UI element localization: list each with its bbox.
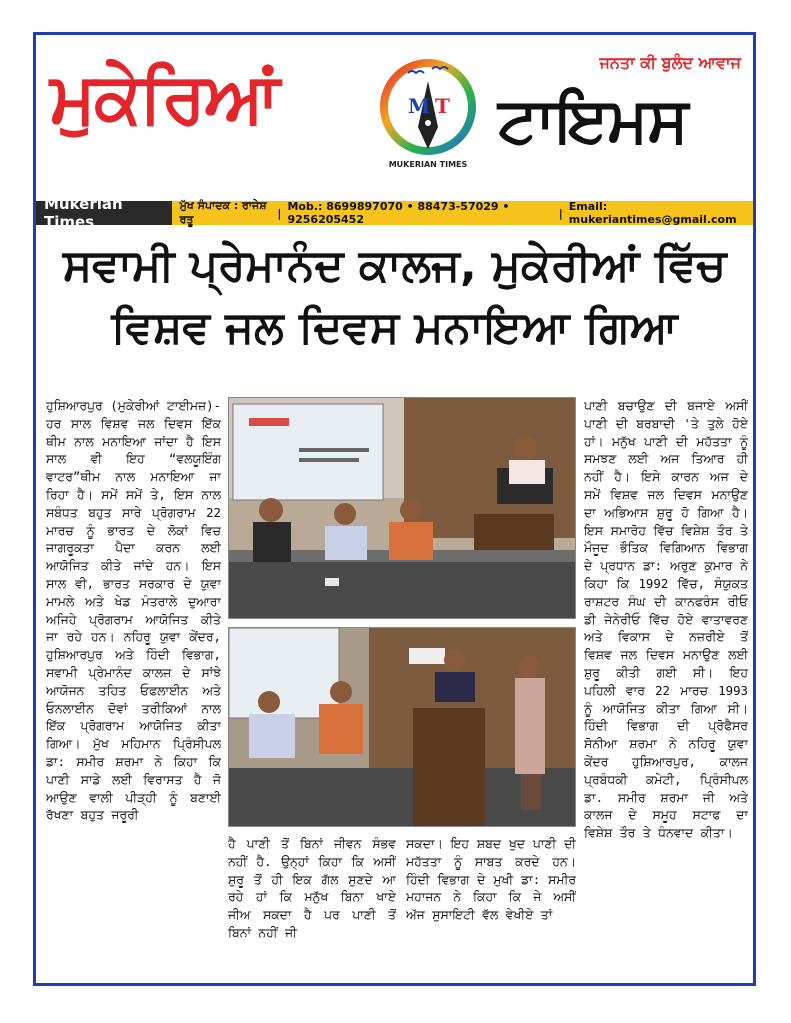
article-column-1: ਹੁਸ਼ਿਆਰਪੁਰ (ਮੁਕੇਰੀਆਂ ਟਾਈਮਜ਼)- ਹਰ ਸਾਲ ਵਿਸ਼ਵ ਜਲ ਦਿਵਸ ਇੱਕ ਥੀਮ ਨਾਲ ਮਨਾਇਆ ਜਾਂਦਾ ਹੈ ਇਸ ਸਾਲ ਵੀ ਇਹ “ਵਲਯੂਇੰਗ ਵਾਟਰ”ਥੀਮ ਨਾਲ ਮਨਾਇਆ ਜਾ ਰਿਹਾ ਹੈ। ਸਮੇਂ ਸਮੇਂ ਤੇ, ਇਸ ਨਾਲ ਸਬੰਧਤ ਬਹੁਤ ਸਾਰੇ ਪ੍ਰੋਗਰਾਮ 22 ਮਾਰਚ ਨੂੰ ਭਾਰਤ ਦੇ ਲੋਕਾਂ ਵਿਚ ਜਾਗਰੂਕਤਾ ਪੈਦਾ ਕਰਨ ਲਈ ਆਯੋਜਿਤ ਕੀਤੇ ਜਾਂਦੇ ਹਨ। ਇਸ ਸਾਲ ਵੀ, ਭਾਰਤ ਸਰਕਾਰ ਦੇ ਯੁਵਾ ਮਾਮਲੇ ਅਤੇ ਖੇਡ ਮੰਤਰਾਲੇ ਦੁਆਰਾ ਅਜਿਹੇ ਪ੍ਰੋਗਰਾਮ ਆਯੋਜਿਤ ਕੀਤੇ ਜਾ ਰਹੇ ਹਨ। ਨਹਿਰੂ ਯੁਵਾ ਕੇਂਦਰ, ਹੁਸ਼ਿਆਰਪੁਰ ਅਤੇ ਹਿੰਦੀ ਵਿਭਾਗ, ਸਵਾਮੀ ਪ੍ਰੇਮਾਨੰਦ ਕਾਲਜ ਦੇ ਸਾਂਝੇ ਆਯੋਜਨ ਤਹਿਤ ਓਫਲਾਈਨ ਅਤੇ ਓਨਲਾਈਨ ਦੋਵਾਂ ਤਰੀਕਿਆਂ ਨਾਲ ਇੱਕ ਪ੍ਰੋਗਰਾਮ ਆਯੋਜਿਤ ਕੀਤਾ ਗਿਆ। ਮੁੱਖ ਮਹਿਮਾਨ ਪ੍ਰਿੰਸੀਪਲ ਡਾ: ਸਮੀਰ ਸ਼ਰਮਾ ਨੇ ਕਿਹਾ ਕਿ ਪਾਣੀ ਸਾਡੇ ਲਈ ਵਿਰਾਸਤ ਹੈ ਜੋ ਆਉਣ ਵਾਲੀ ਪੀੜ੍ਹੀ ਨੂੰ ਬਣਾਈ ਰੱਖਣਾ ਬਹੁਤ ਜਰੂਰੀ <box>46 398 221 823</box>
newspaper-page <box>33 32 756 986</box>
article-column-2: ਹੈ ਪਾਣੀ ਤੋਂ ਬਿਨਾਂ ਜੀਵਨ ਸੰਭਵ ਨਹੀਂ ਹੈ. ਉਨ੍ਹਾਂ ਕਿਹਾ ਕਿ ਅਸੀਂ ਸ਼ੁਰੂ ਤੋਂ ਹੀ ਇਕ ਗੱਲ ਸੁਣਦੇ ਆ ਰਹੇ ਹਾਂ ਕਿ ਮਨੁੱਖ ਬਿਨਾ ਖਾਏ ਜੀਅ ਸਕਦਾ ਹੈ ਪਰ ਪਾਣੀ ਤੋਂ ਬਿਨਾਂ ਨਹੀਂ ਜੀ <box>228 836 396 940</box>
headline-line-1: ਸਵਾਮੀ ਪ੍ਰੇਮਾਨੰਦ ਕਾਲਜ, ਮੁਕੇਰੀਆਂ ਵਿੱਚ <box>62 240 727 291</box>
logo-caption: MUKERIAN TIMES <box>388 160 468 169</box>
event-photo-2 <box>228 627 576 827</box>
editor-name: ਮੁੱਖ ਸੰਪਾਦਕ : ਰਾਜੇਸ਼ ਰਤੂ <box>179 199 267 226</box>
masthead-title-right: ਟਾਇਮਸ <box>498 83 688 156</box>
newspaper-logo <box>378 57 478 173</box>
article-headline <box>36 235 753 359</box>
article-column-3: ਸਕਦਾ। ਇਹ ਸ਼ਬਦ ਖੁਦ ਪਾਣੀ ਦੀ ਮਹੱਤਤਾ ਨੂੰ ਸਾਬਤ ਕਰਦੇ ਹਨ। ਹਿੰਦੀ ਵਿਭਾਗ ਦੇ ਮੁਖੀ ਡਾ: ਸਮੀਰ ਮਹਾਜਨ ਨੇ ਕਿਹਾ ਕਿ ਜੇ ਅਸੀਂ ਅੱਜ ਸੁਸਾਇਟੀ ਵੱਲ ਵੇਖੀਏ ਤਾਂ <box>406 836 576 923</box>
headline-line-2: ਵਿਸ਼ਵ ਜਲ ਦਿਵਸ ਮਨਾਇਆ ਗਿਆ <box>111 302 678 353</box>
logo-m: M <box>408 94 431 118</box>
masthead-title-left: ਮੁਕੇਰਿਆਂ <box>50 57 279 139</box>
brand-name: Mukerian Times <box>36 201 172 225</box>
event-photo-1 <box>228 397 576 619</box>
article-column-4: ਪਾਣੀ ਬਚਾਉਣ ਦੀ ਬਜਾਏ ਅਸੀਂ ਪਾਣੀ ਦੀ ਬਰਬਾਦੀ 'ਤੇ ਤੁਲੇ ਹੋਏ ਹਾਂ। ਮਨੁੱਖ ਪਾਣੀ ਦੀ ਮਹੱਤਤਾ ਨੂੰ ਸਮਝਣ ਲਈ ਅਜ ਤਿਆਰ ਹੀ ਨਹੀਂ ਹੈ। ਇਸੇ ਕਾਰਨ ਅਜ ਦੇ ਸਮੇਂ ਵਿਸ਼ਵ ਜਲ ਦਿਵਸ ਮਨਾਉਣ ਦਾ ਅਭਿਆਸ ਸ਼ੁਰੂ ਹੋ ਗਿਆ ਹੈ। ਇਸ ਸਮਾਰੋਹ ਵਿੱਚ ਵਿਸ਼ੇਸ਼ ਤੌਰ ਤੇ ਮੌਜੂਦ ਭੌਤਿਕ ਵਿਗਿਆਨ ਵਿਭਾਗ ਦੇ ਪ੍ਰਧਾਨ ਡਾ: ਅਰੁਣ ਕੁਮਾਰ ਨੇ ਕਿਹਾ ਕਿ 1992 ਵਿੱਚ, ਸੰਯੁਕਤ ਰਾਸ਼ਟਰ ਸੰਘ ਦੀ ਕਾਨਫਰੰਸ ਰੀਓ ਡੀ ਜੇਨੇਰੀਓ ਵਿੱਚ ਹੋਏ ਵਾਤਾਵਰਣ ਅਤੇ ਵਿਕਾਸ ਦੇ ਨਜ਼ਰੀਏ ਤੋਂ ਵਿਸ਼ਵ ਜਲ ਦਿਵਸ ਮਨਾਉਣ ਲਈ ਸ਼ੁਰੂ ਕੀਤੀ ਗਈ ਸੀ। ਇਹ ਪਹਿਲੀ ਵਾਰ 22 ਮਾਰਚ 1993 ਨੂੰ ਆਯੋਜਿਤ ਕੀਤਾ ਗਿਆ ਸੀ। ਹਿੰਦੀ ਵਿਭਾਗ ਦੀ ਪ੍ਰੋਫੈਸਰ ਸੋਨੀਆ ਸ਼ਰਮਾ ਨੇ ਨਹਿਰੂ ਯੁਵਾ ਕੇਂਦਰ ਹੁਸ਼ਿਆਰਪੁਰ, ਕਾਲਜ ਪ੍ਰਬੰਧਕੀ ਕਮੇਟੀ, ਪ੍ਰਿੰਸੀਪਲ ਡਾ. ਸਮੀਰ ਸ਼ਰਮਾ ਜੀ ਅਤੇ ਕਾਲਜ ਦੇ ਸਮੂਹ ਸਟਾਫ ਦਾ ਵਿਸ਼ੇਸ਼ ਤੌਰ ਤੇ ਧੰਨਵਾਦ ਕੀਤਾ। <box>584 398 748 841</box>
email-address: Email: mukeriantimes@gmail.com <box>568 200 737 226</box>
logo-t: T <box>435 94 450 118</box>
masthead-tagline: ਜਨਤਾ ਕੀ ਬੁਲੰਦ ਆਵਾਜ <box>599 53 741 72</box>
mobile-numbers: Mob.: 8699897070 • 88473-57029 • 9256205452 <box>287 200 510 226</box>
info-bar: Mukerian Times ਮੁੱਖ ਸੰਪਾਦਕ : ਰਾਜੇਸ਼ ਰਤੂ | Mob.: 8699897070 • 88473-57029 • 9256205452 | Email: mukeriantimes@gmail.com <box>36 201 753 225</box>
masthead <box>36 35 753 231</box>
